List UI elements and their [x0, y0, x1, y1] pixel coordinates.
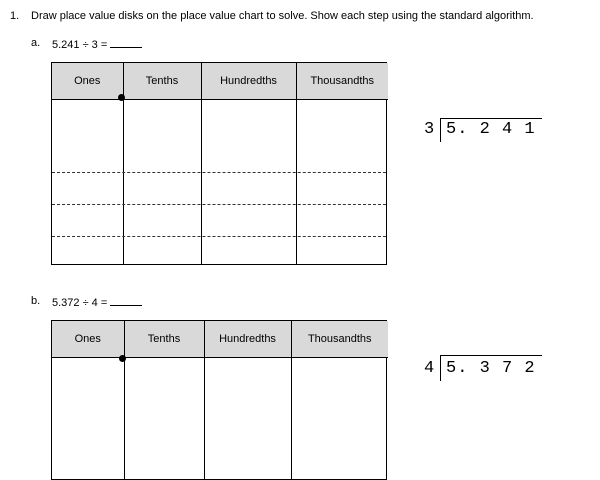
part-a-dashed-line-2: [52, 204, 386, 205]
part-b-division-bracket: [440, 355, 441, 381]
part-a-answer-blank[interactable]: [110, 37, 142, 48]
part-a-division-bracket: [440, 118, 441, 142]
part-a-cell-hundredths[interactable]: [201, 100, 296, 265]
part-a-dashed-line-3: [52, 236, 386, 237]
part-a-label: a.: [31, 37, 41, 49]
part-a-cell-thousandths[interactable]: [296, 100, 388, 265]
part-a-header-ones: Ones: [52, 63, 123, 100]
part-a-cell-tenths[interactable]: [123, 100, 201, 265]
part-b-label: b.: [31, 295, 41, 307]
part-a-place-value-chart: [51, 62, 387, 265]
part-a-header-thousandths: Thousandths: [296, 63, 388, 100]
part-a-long-division: [422, 118, 547, 144]
part-a-divisor: 3: [424, 120, 435, 139]
part-b-divisor: 4: [424, 359, 435, 378]
part-b-chart-table: [52, 321, 388, 479]
part-a-dividend: 5. 2 4 1: [446, 120, 536, 139]
part-a-expression: [52, 37, 142, 51]
part-b-answer-blank[interactable]: [110, 295, 142, 306]
part-a-cell-ones[interactable]: [52, 100, 123, 265]
part-b-header-hundredths: Hundredths: [204, 321, 291, 358]
problem-instruction: Draw place value disks on the place value chart to solve. Show each step using the standard algorithm.: [31, 10, 534, 22]
part-a-dashed-line-1: [52, 172, 386, 173]
part-b-dividend: 5. 3 7 2: [446, 359, 536, 378]
problem-number: 1.: [10, 10, 20, 22]
part-a-decimal-point-dot: [118, 94, 125, 101]
part-b-header-tenths: Tenths: [124, 321, 204, 358]
part-a-header-tenths: Tenths: [123, 63, 201, 100]
part-b-expression-text: 5.372 ÷ 4 =: [52, 297, 108, 309]
part-b-header-thousandths: Thousandths: [291, 321, 388, 358]
part-b-long-division: [422, 355, 547, 381]
part-b-expression: [52, 295, 142, 309]
part-b-cell-thousandths[interactable]: [291, 358, 388, 480]
part-a-chart-table: [52, 63, 388, 264]
part-b-place-value-chart: [51, 320, 387, 480]
part-a-division-bar: [440, 118, 542, 119]
part-a-expression-text: 5.241 ÷ 3 =: [52, 39, 108, 51]
part-b-cell-tenths[interactable]: [124, 358, 204, 480]
part-b-cell-ones[interactable]: [52, 358, 124, 480]
part-b-division-bar: [440, 355, 542, 356]
part-b-decimal-point-dot: [119, 355, 126, 362]
part-b-cell-hundredths[interactable]: [204, 358, 291, 480]
part-a-header-hundredths: Hundredths: [201, 63, 296, 100]
part-b-header-ones: Ones: [52, 321, 124, 358]
